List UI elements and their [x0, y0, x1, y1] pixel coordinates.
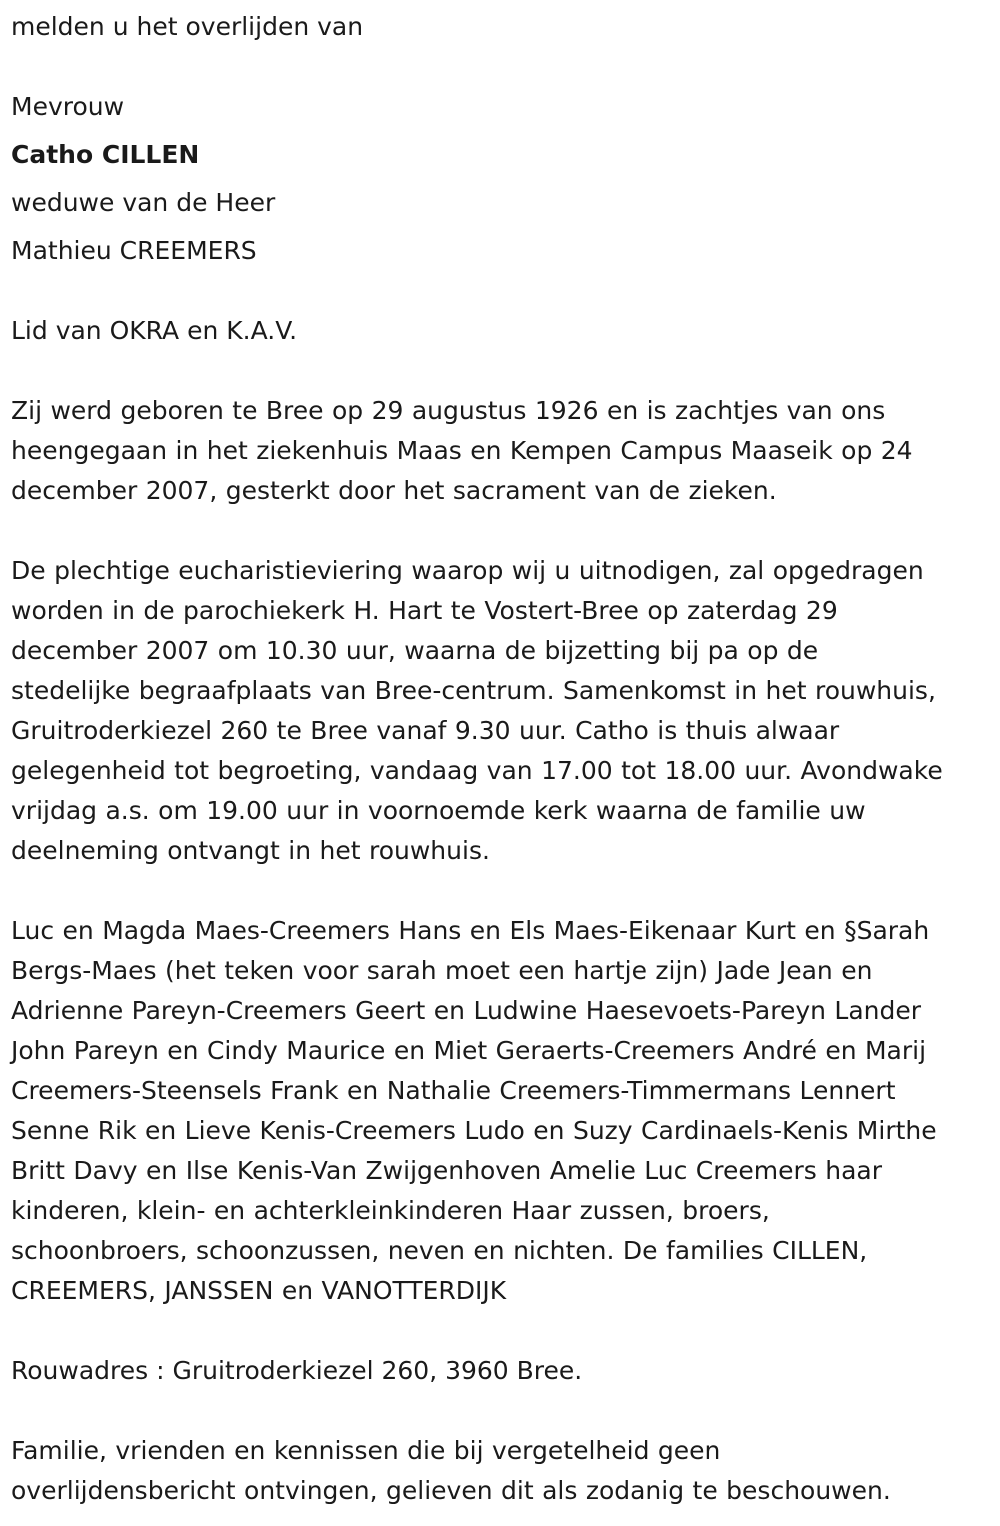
paragraph-line: Bergs-Maes (het teken voor sarah moet een hartje zijn) Jade Jean en	[11, 956, 873, 985]
spouse-name: Mathieu CREEMERS	[11, 236, 257, 265]
paragraph-line: december 2007, gesterkt door het sacrament van de zieken.	[11, 476, 777, 505]
paragraph-line: gelegenheid tot begroeting, vandaag van 17.00 tot 18.00 uur. Avondwake	[11, 756, 943, 785]
paragraph-line: kinderen, klein- en achterkleinkinderen Haar zussen, broers,	[11, 1196, 770, 1225]
widow-line: weduwe van de Heer	[11, 188, 276, 217]
deceased-name: Catho CILLEN	[11, 140, 200, 169]
paragraph-line: Luc en Magda Maes-Creemers Hans en Els Maes-Eikenaar Kurt en §Sarah	[11, 916, 930, 945]
deceased-title: Mevrouw	[11, 92, 125, 121]
intro-text: melden u het overlijden van	[11, 12, 364, 41]
paragraph-line: Senne Rik en Lieve Kenis-Creemers Ludo en Suzy Cardinaels-Kenis Mirthe	[11, 1116, 937, 1145]
membership-text: Lid van OKRA en K.A.V.	[11, 316, 298, 345]
paragraph-line: Creemers-Steensels Frank en Nathalie Creemers-Timmermans Lennert	[11, 1076, 896, 1105]
paragraph-line: Gruitroderkiezel 260 te Bree vanaf 9.30 uur. Catho is thuis alwaar	[11, 716, 840, 745]
paragraph-line: Adrienne Pareyn-Creemers Geert en Ludwine Haesevoets-Pareyn Lander	[11, 996, 922, 1025]
closing-paragraph	[11, 1431, 996, 1511]
paragraph-line: heengegaan in het ziekenhuis Maas en Kempen Campus Maaseik op 24	[11, 436, 913, 465]
address-text: Rouwadres : Gruitroderkiezel 260, 3960 Bree.	[11, 1356, 583, 1385]
paragraph-line: De plechtige eucharistieviering waarop wij u uitnodigen, zal opgedragen	[11, 556, 924, 585]
birth-paragraph	[11, 391, 996, 511]
paragraph-line: schoonbroers, schoonzussen, neven en nichten. De families CILLEN,	[11, 1236, 868, 1265]
paragraph-line: vrijdag a.s. om 19.00 uur in voornoemde kerk waarna de familie uw	[11, 796, 866, 825]
family-paragraph	[11, 911, 996, 1311]
paragraph-line: overlijdensbericht ontvingen, gelieven dit als zodanig te beschouwen.	[11, 1476, 891, 1505]
ceremony-paragraph	[11, 551, 996, 871]
paragraph-line: worden in de parochiekerk H. Hart te Vostert-Bree op zaterdag 29	[11, 596, 838, 625]
paragraph-line: Familie, vrienden en kennissen die bij vergetelheid geen	[11, 1436, 721, 1465]
paragraph-line: deelneming ontvangt in het rouwhuis.	[11, 836, 490, 865]
paragraph-line: december 2007 om 10.30 uur, waarna de bijzetting bij pa op de	[11, 636, 819, 665]
paragraph-line: Britt Davy en Ilse Kenis-Van Zwijgenhoven Amelie Luc Creemers haar	[11, 1156, 882, 1185]
paragraph-line: stedelijke begraafplaats van Bree-centrum. Samenkomst in het rouwhuis,	[11, 676, 936, 705]
paragraph-line: CREEMERS, JANSSEN en VANOTTERDIJK	[11, 1276, 507, 1305]
paragraph-line: Zij werd geboren te Bree op 29 augustus 1926 en is zachtjes van ons	[11, 396, 886, 425]
paragraph-line: John Pareyn en Cindy Maurice en Miet Geraerts-Creemers André en Marij	[11, 1036, 927, 1065]
death-notice	[11, 7, 996, 1511]
